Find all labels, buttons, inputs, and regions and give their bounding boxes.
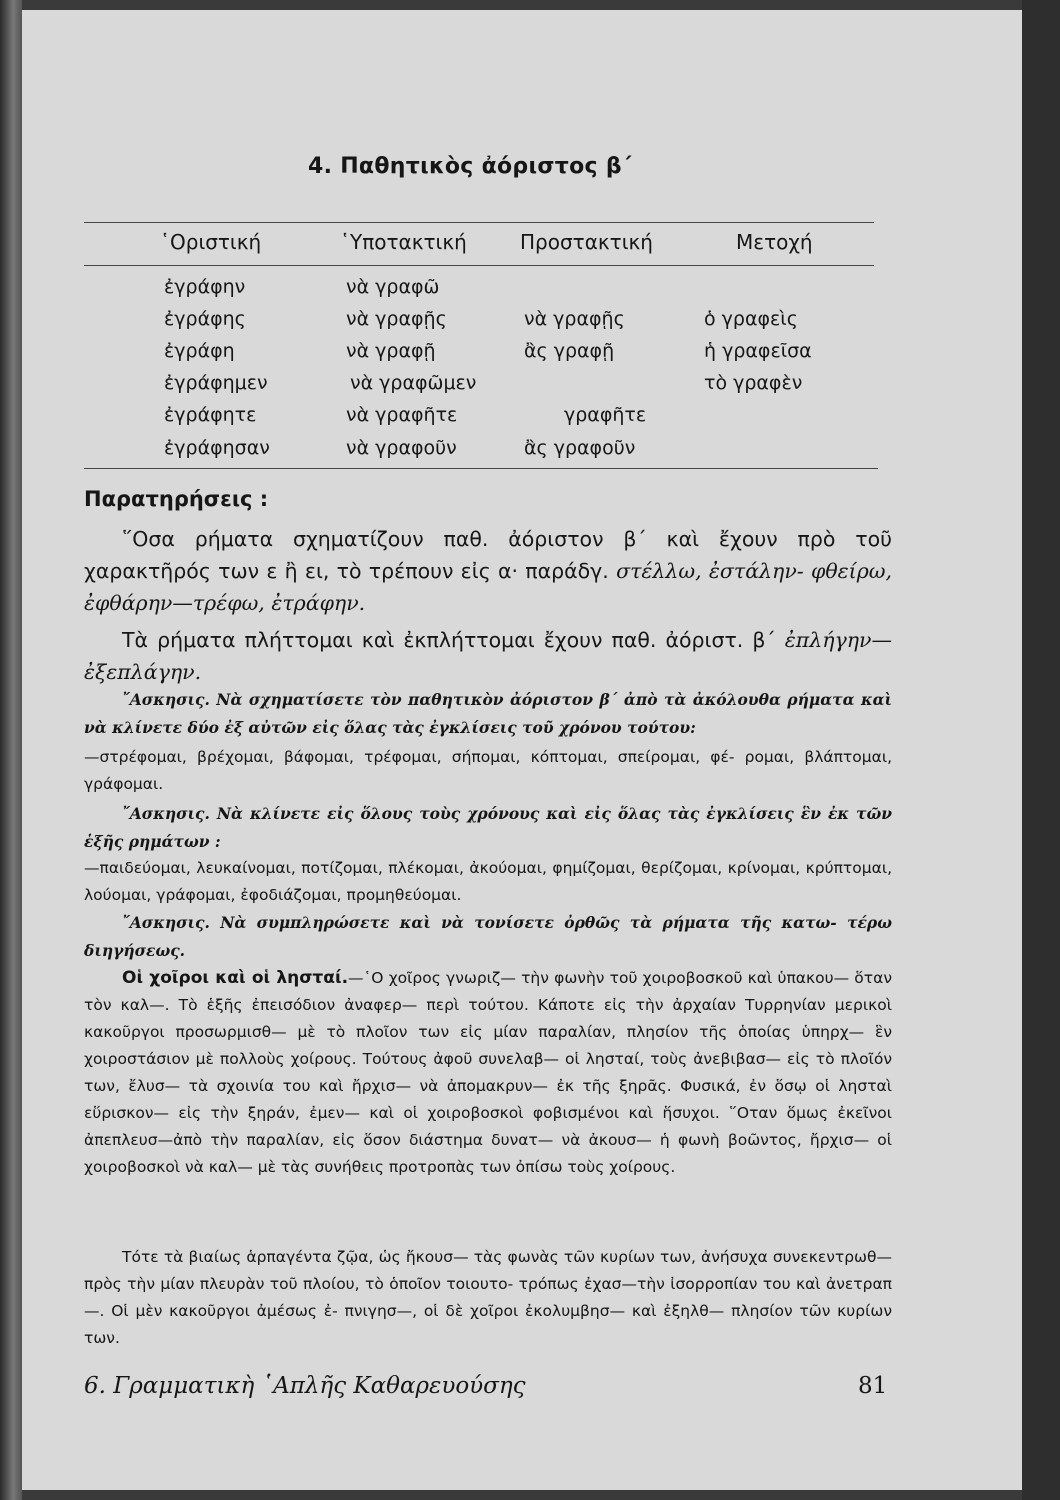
- prostaktiki-cell: γραφῆτε: [564, 404, 647, 426]
- book-binding-edge: [0, 0, 22, 1500]
- oristiki-cell: ἐγράφη: [164, 340, 235, 362]
- oristiki-cell: ἐγράφης: [164, 308, 246, 330]
- prostaktiki-cell: ἂς γραφοῦν: [524, 437, 636, 459]
- metochi-cell: ὁ γραφεὶς: [704, 308, 798, 330]
- story-text-1: —῾Ο χοῖρος γνωριζ— τὴν φωνὴν τοῦ χοιροβοσκοῦ καὶ ὑπακου— ὅταν τὸν καλ—. Τὸ ἑξῆς ἐπεισόδιον ἀναφερ— περὶ τούτου. Κάποτε εἰς τὴν ἀρχαίαν Τυρρηνίαν μερικοὶ κακοῦργοι προσωρμισθ— μὲ τὸ πλοῖον των εἰς μίαν παραλίαν, πλησίον τῆς ὁποίας ὑπηρχ— ἓν χοιροστάσιον μὲ πολλοὺς χοίρους. Τούτους ἀφοῦ συνελαβ— οἱ λησταί, τοὺς ἀνεβιβασ— εἰς τὸ πλοῖόν των, ἔλυσ— τὰ σχοινία του καὶ ἤρχισ— νὰ ἀπομακρυν— ἐκ τῆς ξηρᾶς. Φυσικά, ἐν ὅσῳ οἱ λησταὶ εὕρισκον— εἰς τὴν ξηράν, ἐμεν— καὶ οἱ χοιροβοσκοὶ φοβισμένοι καὶ ἥσυχοι. ῞Οταν ὅμως ἐκεῖνοι ἀπεπλευσ—ἀπὸ τὴν παραλίαν, εἰς ὅσον διάστημα δυνατ— νὰ ἀκουσ— ἡ φωνὴ βοῶντος, ἤρχισ— οἱ χοιροβοσκοὶ νὰ καλ— μὲ τὰς συνήθεις προτροπὰς των ὀπίσω τοὺς χοίρους.: [84, 969, 892, 1176]
- ypotaktiki-cell: νὰ γραφῶμεν: [350, 372, 477, 394]
- note-2-text: Τὰ ρήματα πλήττομαι καὶ ἐκπλήττομαι ἔχουν παθ. ἀόριστ. β΄: [122, 628, 776, 652]
- story-text-2: Τότε τὰ βιαίως ἁρπαγέντα ζῷα, ὡς ἤκουσ— τὰς φωνὰς τῶν κυρίων των, ἀνήσυχα συνεκεντρωθ— πρὸς τὴν μίαν πλευρὰν τοῦ πλοίου, τὸ ὁποῖον τοιουτο- τρόπως ἐχασ—τὴν ἰσορροπίαν του καὶ ἀνετραπ—. Οἱ μὲν κακοῦργοι ἀμέσως ἐ- πνιγησ—, οἱ δὲ χοῖροι ἐκολυμβησ— καὶ ἐξηλθ— πλησίον τῶν κυρίων των.: [84, 1248, 892, 1347]
- header-prostaktiki: Προστακτική: [520, 230, 653, 254]
- prostaktiki-cell: νὰ γραφῇς: [524, 308, 625, 330]
- exercise-1: [84, 686, 892, 742]
- exercise-1-verbs: —στρέφομαι, βρέχομαι, βάφομαι, τρέφομαι, σήπομαι, κόπτομαι, σπείρομαι, φέ- ρομαι, βλάπτομαι, γράφομαι.: [84, 748, 892, 793]
- ypotaktiki-cell: νὰ γραφοῦν: [346, 437, 457, 459]
- header-ypotaktiki: ῾Υποτακτική: [340, 230, 467, 254]
- table-bottom-rule: [84, 468, 878, 469]
- ypotaktiki-cell: νὰ γραφῇ: [346, 340, 436, 362]
- prostaktiki-cell: ἂς γραφῇ: [524, 340, 615, 362]
- oristiki-cell: ἐγράφημεν: [164, 372, 268, 394]
- table-header-rule: [84, 265, 874, 266]
- notes-heading: Παρατηρήσεις :: [84, 487, 269, 511]
- page-right-shadow: [1022, 0, 1060, 1500]
- exercise-2-verbs: —παιδεύομαι, λευκαίνομαι, ποτίζομαι, πλέκομαι, ἀκούομαι, φημίζομαι, θερίζομαι, κρίνομαι, κρύπτομαι, λούομαι, γράφομαι, ἐφοδιάζομαι, προμηθεύομαι.: [84, 859, 892, 904]
- note-1-text: ῞Οσα ρήματα σχηματίζουν παθ. ἀόριστον β΄ καὶ ἔχουν πρὸ τοῦ χαρακτῆρός των ε ἢ ει, τὸ τρέπουν εἰς α· παράδγ.: [84, 527, 892, 583]
- ypotaktiki-cell: νὰ γραφῶ: [346, 276, 440, 298]
- exercise-2-instruction: ῎Ασκησις. Νὰ κλίνετε εἰς ὅλους τοὺς χρόνους καὶ εἰς ὅλας τὰς ἐγκλίσεις ἓν ἐκ τῶν ἑξῆς ρημάτων :: [84, 804, 892, 851]
- header-metochi: Μετοχή: [736, 230, 813, 254]
- table-top-rule: [84, 222, 874, 223]
- footer-book-title: 6. Γραμματικὴ ῾Απλῆς Καθαρευούσης: [84, 1373, 526, 1399]
- note-1-examples: στέλλω, ἐστάλην- φθείρω, ἐφθάρην—τρέφω, ἐτράφην.: [84, 559, 892, 615]
- page-number: 81: [858, 1373, 888, 1399]
- ypotaktiki-cell: νὰ γραφῆτε: [346, 404, 458, 426]
- oristiki-cell: ἐγράφητε: [164, 404, 257, 426]
- exercise-1-instruction: ῎Ασκησις. Νὰ σχηματίσετε τὸν παθητικὸν ἀόριστον β΄ ἀπὸ τὰ ἀκόλουθα ρήματα καὶ νὰ κλίνετε δύο ἐξ αὐτῶν εἰς ὅλας τὰς ἐγκλίσεις τοῦ χρόνου τούτου:: [84, 690, 892, 737]
- oristiki-cell: ἐγράφην: [164, 276, 246, 298]
- story-title: Οἱ χοῖροι καὶ οἱ λησταί.: [122, 968, 349, 988]
- metochi-cell: τὸ γραφὲν: [704, 372, 803, 394]
- oristiki-cell: ἐγράφησαν: [164, 437, 270, 459]
- ypotaktiki-cell: νὰ γραφῇς: [346, 308, 447, 330]
- exercise-2: [84, 800, 892, 856]
- note-paragraph-2: [84, 624, 892, 688]
- section-title: 4. Παθητικὸς ἀόριστος β΄: [308, 154, 632, 179]
- story-paragraph-1: [84, 965, 892, 1181]
- exercise-3: [84, 909, 892, 965]
- note-2-examples: ἐπλήγην—ἐξεπλάγην.: [84, 628, 892, 684]
- metochi-cell: ἡ γραφεῖσα: [704, 340, 812, 362]
- header-oristiki: ῾Οριστική: [160, 230, 262, 254]
- note-paragraph-1: [84, 523, 892, 619]
- exercise-3-instruction: ῎Ασκησις. Νὰ συμπληρώσετε καὶ νὰ τονίσετε ὀρθῶς τὰ ρήματα τῆς κατω- τέρω διηγήσεως.: [84, 913, 892, 960]
- story-paragraph-2: [84, 1244, 892, 1352]
